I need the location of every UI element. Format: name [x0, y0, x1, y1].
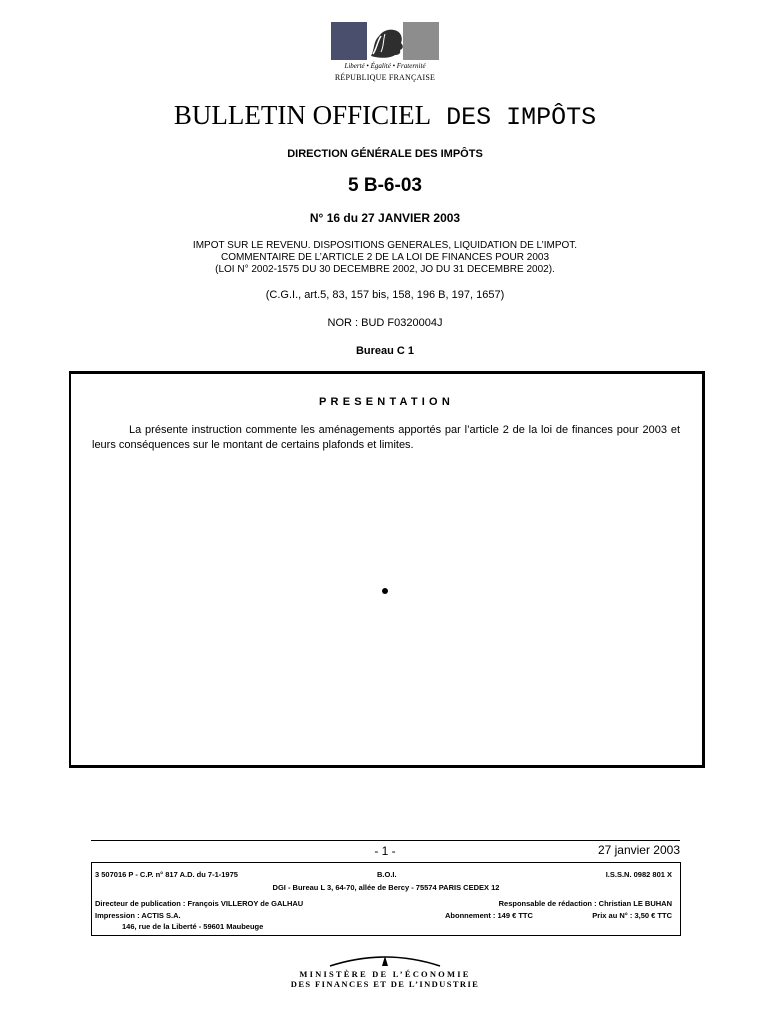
imprint-box: [91, 862, 681, 936]
presentation-title: PRESENTATION: [319, 396, 454, 408]
subject-line: (LOI N° 2002-1575 DU 30 DECEMBRE 2002, JO DU 31 DECEMBRE 2002).: [215, 264, 555, 275]
imprint-dgi-address: DGI - Bureau L 3, 64-70, allée de Bercy - 75574 PARIS CEDEX 12: [272, 883, 500, 892]
subject-line: IMPOT SUR LE REVENU. DISPOSITIONS GENERALES, LIQUIDATION DE L’IMPOT.: [192, 240, 578, 251]
footer-rule: [91, 840, 680, 841]
footer-date: 27 janvier 2003: [597, 843, 680, 857]
logo-motto: Liberté • Égalité • Fraternité: [344, 62, 426, 70]
imprint-responsable: Responsable de rédaction : Christian LE BUHAN: [498, 899, 672, 908]
subject-line: COMMENTAIRE DE L’ARTICLE 2 DE LA LOI DE FINANCES POUR 2003: [220, 252, 550, 263]
ministry-logo: [290, 950, 480, 995]
imprint-boi: B.O.I.: [377, 870, 397, 879]
bulletin-title-main: BULLETIN OFFICIEL: [173, 100, 432, 130]
presentation-text: La présente instruction commente les aménagements apportés par l’article 2 de la loi de finances pour 2003 et leurs conséquences sur le montant de certains plafonds et limites.: [92, 424, 680, 451]
direction-label: DIRECTION GÉNÉRALE DES IMPÔTS: [287, 148, 483, 160]
imprint-directeur: Directeur de publication : François VILLEROY de GALHAU: [95, 899, 304, 908]
imprint-prix: Prix au N° : 3,50 € TTC: [592, 911, 672, 920]
imprint-impression: Impression : ACTIS S.A.: [95, 911, 181, 920]
imprint-cp: 3 507016 P - C.P. n° 817 A.D. du 7-1-1975: [95, 870, 238, 879]
issue-number: N° 16 du 27 JANVIER 2003: [309, 211, 461, 225]
imprint-issn: I.S.S.N. 0982 801 X: [605, 870, 672, 879]
bullet-dot-icon: [382, 588, 388, 594]
marianne-logo: [331, 22, 439, 84]
cgi-references: (C.G.I., art.5, 83, 157 bis, 158, 196 B, 197, 1657): [265, 289, 505, 301]
bureau-label: Bureau C 1: [355, 345, 415, 357]
ministry-arch-icon: [290, 950, 480, 968]
page-number: - 1 -: [374, 844, 396, 858]
imprint-adresse: 146, rue de la Liberté - 59601 Maubeuge: [122, 922, 264, 931]
imprint-abonnement: Abonnement : 149 € TTC: [445, 911, 533, 920]
document-reference: 5 B-6-03: [348, 175, 422, 196]
presentation-box: [69, 371, 705, 768]
bulletin-title-suffix: DES IMPÔTS: [431, 103, 597, 132]
ministry-line-1: MINISTÈRE DE L’ÉCONOMIE: [299, 969, 471, 979]
ministry-line-2: DES FINANCES ET DE L’INDUSTRIE: [290, 979, 480, 989]
nor-number: NOR : BUD F0320004J: [327, 317, 443, 329]
marianne-flag-icon: [331, 22, 439, 60]
document-subject: [0, 240, 770, 276]
bulletin-title: [0, 100, 770, 132]
logo-republic-label: RÉPUBLIQUE FRANÇAISE: [334, 73, 436, 82]
